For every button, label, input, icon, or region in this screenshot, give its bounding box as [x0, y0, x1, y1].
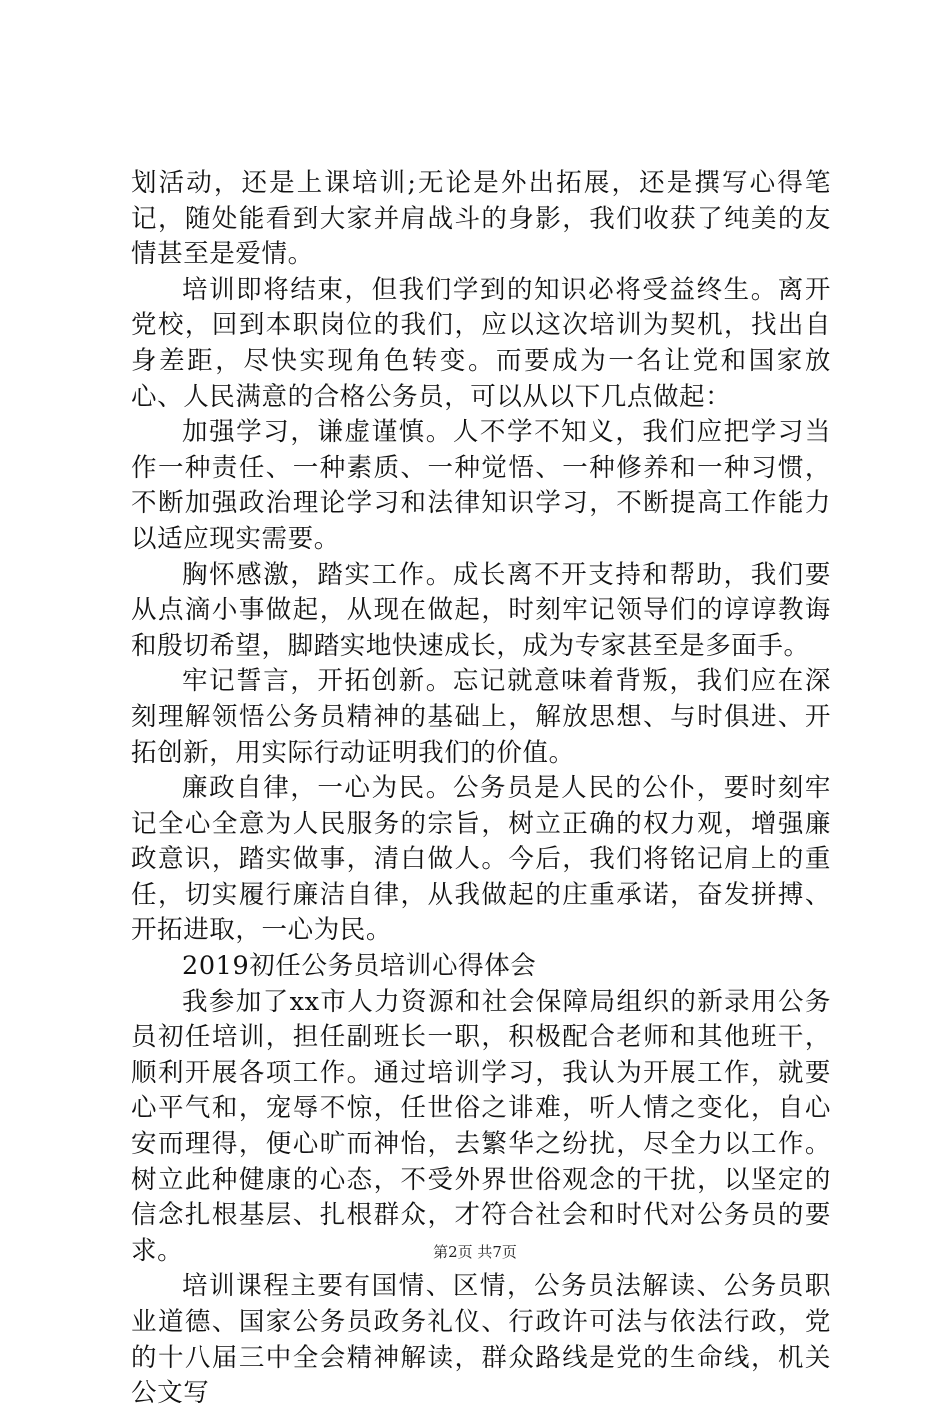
paragraph-courses: 培训课程主要有国情、区情，公务员法解读、公务员职业道德、国家公务员政务礼仪、行政许可法与依法行政，党的十八届三中全会精神解读，群众路线是党的生命线，机关公文写	[131, 1271, 831, 1409]
page-footer: 第2页 共7页	[433, 1243, 517, 1261]
section-title: 2019初任公务员培训心得体会	[182, 951, 537, 982]
paragraph-study: 加强学习，谦虚谨慎。人不学不知义，我们应把学习当作一种责任、一种素质、一种觉悟、一种修养和一种习惯，不断加强政治理论学习和法律知识学习，不断提高工作能力以适应现实需要。	[131, 417, 831, 554]
paragraph-gratitude: 胸怀感激，踏实工作。成长离不开支持和帮助，我们要从点滴小事做起，从现在做起，时刻牢记领导们的谆谆教诲和殷切希望，脚踏实地快速成长，成为专家甚至是多面手。	[131, 559, 831, 661]
paragraph-integrity: 廉政自律，一心为民。公务员是人民的公仆，要时刻牢记全心全意为人民服务的宗旨，树立正确的权力观，增强廉政意识，踏实做事，清白做人。今后，我们将铭记肩上的重任，切实履行廉洁自律，从我做起的庄重承诺，奋发拼搏、开拓进取，一心为民。	[131, 773, 831, 946]
paragraph-oath: 牢记誓言，开拓创新。忘记就意味着背叛，我们应在深刻理解领悟公务员精神的基础上，解放思想、与时俱进、开拓创新，用实际行动证明我们的价值。	[131, 666, 831, 768]
paragraph-training-ending: 培训即将结束，但我们学到的知识必将受益终生。离开党校，回到本职岗位的我们，应以这次培训为契机，找出自身差距，尽快实现角色转变。而要成为一名让党和国家放心、人民满意的合格公务员，可以从以下几点做起：	[131, 274, 831, 412]
paragraph-participation: 我参加了xx市人力资源和社会保障局组织的新录用公务员初任培训，担任副班长一职，积极配合老师和其他班干，顺利开展各项工作。通过培训学习，我认为开展工作，就要心平气和，宠辱不惊，任世俗之诽难，听人情之变化，自心安而理得，便心旷而神怡，去繁华之纷扰，尽全力以工作。树立此种健康的心态，不受外界世俗观念的干扰，以坚定的信念扎根基层、扎根群众，才符合社会和时代对公务员的要求。	[131, 986, 831, 1266]
paragraph-continuation: 划活动，还是上课培训;无论是外出拓展，还是撰写心得笔记，随处能看到大家并肩战斗的身影，我们收获了纯美的友情甚至是爱情。	[131, 168, 831, 270]
document-body	[131, 166, 831, 1412]
